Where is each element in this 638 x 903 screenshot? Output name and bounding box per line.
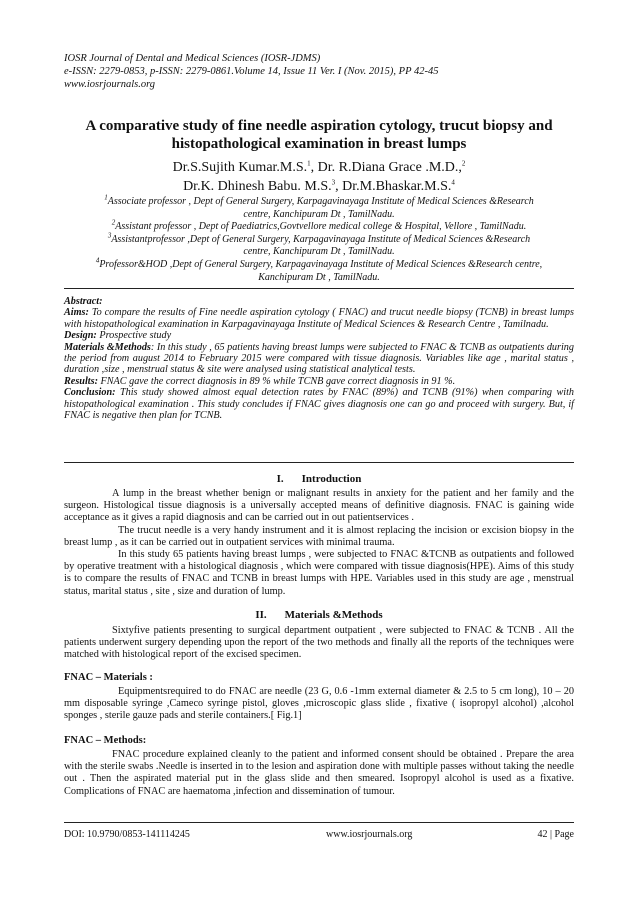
section-2-title: Materials &Methods (284, 609, 383, 621)
fnac-materials-body (64, 686, 574, 723)
section-1-number: I. (276, 473, 284, 485)
intro-paragraph-3: In this study 65 patients having breast lumps , were subjected to FNAC &TCNB as outpatients and followed by operative treatment with a histological diagnosis , which were compared with tissue diagnosis(HPE). Aims of this study is to compare the results of FNAC and TCNB in breast lumps with HPE. Variables used in this study are age , menstrual status, marital status , site , size and duration of lump. (64, 549, 574, 597)
affiliation-1-line-1: Associate professor , Dept of General Surgery, Karpagavinayaga Institute of Medical Sciences &Research (107, 196, 534, 207)
section-1-heading (64, 473, 574, 485)
abstract-top-divider (64, 288, 574, 289)
title-line-1: A comparative study of fine needle aspiration cytology, trucut biopsy and (85, 118, 553, 134)
footer-website: www.iosrjournals.org (326, 829, 413, 840)
journal-header (64, 52, 564, 92)
author-3: Dr.K. Dhinesh Babu. M.S. (183, 179, 332, 194)
journal-name: IOSR Journal of Dental and Medical Sciences (IOSR-JDMS) (64, 53, 321, 64)
conclusion-label: Conclusion: (64, 387, 116, 399)
author-1-sup: 1 (307, 159, 311, 168)
fnac-methods-paragraph: FNAC procedure explained cleanly to the patient and informed consent should be obtained . Prepare the area with the sterile swabs .Needle is inserted in to the lesion and aspiration done with multiple passes without taking the needle out . Then the aspirated material put in the glass slide and then smeared. Isopropyl alcohol is used as a fixative. Complications of FNAC are haematoma ,infection and dissemination of tumour. (64, 749, 574, 797)
abstract-design (64, 330, 574, 341)
paper-title (64, 117, 574, 153)
affiliation-1-sup: 1 (104, 193, 108, 202)
results-text: FNAC gave the correct diagnosis in 89 % while TCNB gave correct diagnosis in 91 %. (97, 375, 456, 387)
fnac-methods-body (64, 749, 574, 798)
journal-issn: e-ISSN: 2279-0853, p-ISSN: 2279-0861.Volume 14, Issue 11 Ver. I (Nov. 2015), PP 42-45 (64, 66, 439, 78)
author-list (64, 158, 574, 196)
author-4-sup: 4 (451, 178, 455, 187)
design-label: Design: (64, 330, 97, 342)
footer-page-number: 42 | Page (537, 829, 574, 840)
aims-text: To compare the results of Fine needle aspiration cytology ( FNAC) and trucut needle biopsy (TCNB) in breast lumps with histopathological examination in Karpagavinayaga Institute of Medical Sciences & Research Centre , Tamilnadu. (64, 307, 574, 330)
author-2: , Dr. R.Diana Grace .M.D., (310, 160, 462, 175)
affiliation-4-sup: 4 (95, 256, 100, 265)
affiliation-3-line-2: centre, Kanchipuram Dt , TamilNadu. (243, 246, 395, 258)
methods-paragraph-1: Sixtyfive patients presenting to surgical department outpatient , were subjected to FNAC & TCNB . All the patients underwent surgery depending upon the report of the two methods and finally all the reports of the techniques were matched with histological report of the excised specimen. (64, 625, 574, 661)
author-3-sup: 3 (331, 178, 336, 187)
affiliation-4-line-1: Professor&HOD ,Dept of General Surgery, Karpagavinayaga Institute of Medical Sciences &Research centre, (99, 258, 543, 270)
section-2-number: II. (255, 609, 267, 621)
abstract (64, 296, 574, 421)
aims-label: Aims: (64, 307, 89, 319)
affiliation-3-line-1: Assistantprofessor ,Dept of General Surgery, Karpagavinayaga Institute of Medical Sciences &Research (111, 233, 531, 245)
author-2-sup: 2 (461, 159, 466, 168)
fnac-materials-heading: FNAC – Materials : (64, 672, 153, 683)
conclusion-text: This study showed almost equal detection rates by FNAC (89%) and TCNB (91%) when comparing with histopathological examination . This study concludes if FNAC gives diagnosis one can go and proceed with surgery. But, if FNAC is negative then plan for TCNB. (64, 387, 574, 422)
section-1-body (64, 488, 574, 598)
section-2-heading (64, 609, 574, 621)
affiliation-list (64, 193, 574, 284)
journal-website: www.iosrjournals.org (64, 79, 156, 91)
design-text: Prospective study (96, 330, 172, 342)
results-label: Results: (64, 375, 98, 387)
author-1: Dr.S.Sujith Kumar.M.S. (172, 160, 308, 175)
affiliation-2-line-1: Assistant professor , Dept of Paediatrics,Govtvellore medical college & Hospital, Vellore , TamilNadu. (115, 221, 527, 233)
affiliation-3 (64, 231, 574, 247)
affiliation-4 (64, 256, 574, 272)
abstract-aims (64, 307, 574, 330)
section-2-body (64, 625, 574, 662)
affiliation-3-sup: 3 (107, 231, 112, 240)
footer-doi: DOI: 10.9790/0853-141114245 (64, 829, 190, 840)
footer-divider (64, 822, 574, 823)
intro-paragraph-1: A lump in the breast whether benign or malignant results in anxiety for the patient and her family and the surgeon. Histological tissue diagnosis is a universally accepted means of definitive diagnosis. FNAC is gaining wide acceptance as it gives a rapid diagnosis and can be carried out in out patientservices . (64, 488, 574, 524)
affiliation-2-sup: 2 (111, 218, 116, 227)
methods-text: : In this study , 65 patients having breast lumps were subjected to FNAC & TCNB as outpatients during the period from august 2014 to February 2015 were compared with tissue diagnosis. Variables like age , marital status , duration ,size , menstrual status & site were analysed using statistical analytical tests. (64, 341, 574, 376)
abstract-conclusion (64, 387, 574, 421)
title-line-2: histopathological examination in breast lumps (171, 136, 467, 152)
fnac-methods-heading: FNAC – Methods: (64, 735, 147, 746)
affiliation-1-line-2: centre, Kanchipuram Dt , TamilNadu. (243, 208, 395, 220)
abstract-bottom-divider (64, 462, 574, 463)
author-4: , Dr.M.Bhaskar.M.S. (335, 179, 452, 194)
section-1-title: Introduction (301, 473, 362, 485)
abstract-methods (64, 342, 574, 376)
intro-paragraph-2: The trucut needle is a very handy instrument and it is almost replacing the incision or excision biopsy in the breast lump , as it can be carried out in outpatient services with minimal trauma. (64, 524, 574, 548)
affiliation-4-line-2: Kanchipuram Dt , TamilNadu. (258, 271, 380, 283)
affiliation-1 (64, 193, 574, 209)
fnac-materials-paragraph: Equipmentsrequired to do FNAC are needle (23 G, 0.6 -1mm external diameter & 2.5 to 5 cm long), 10 – 20 mm disposable syringe ,Cameco syringe pistol, gloves ,microscopic glass slide , fixative ( isopropyl alcohol) ,alcohol sponges , sterile gauze pads and sterile containers.[ Fig.1] (64, 686, 574, 722)
methods-label: Materials &Methods (64, 341, 151, 353)
abstract-heading: Abstract: (64, 296, 103, 307)
affiliation-2 (64, 218, 574, 234)
abstract-results (64, 376, 574, 387)
page-footer (64, 829, 574, 843)
